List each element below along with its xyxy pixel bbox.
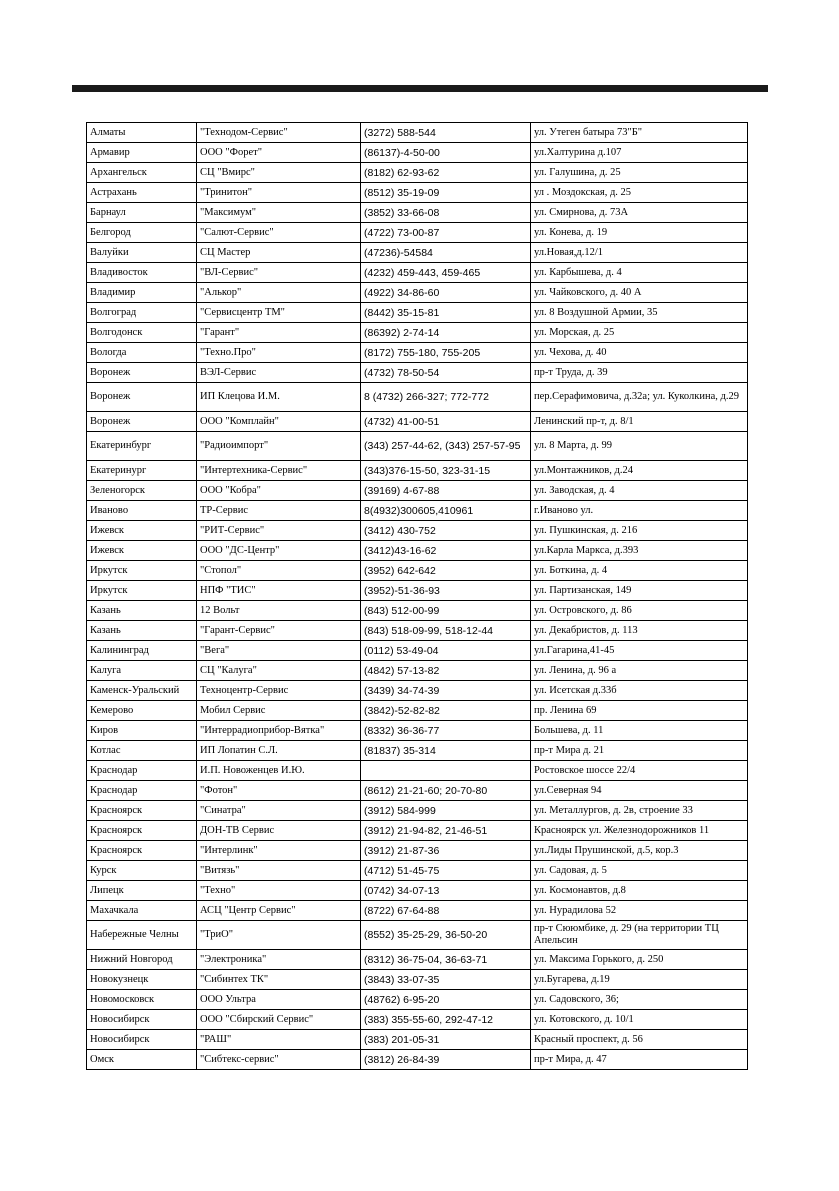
- company-cell: Мобил Сервис: [197, 701, 361, 721]
- table-row: [87, 223, 748, 243]
- table-row: [87, 521, 748, 541]
- phone-cell: (8512) 35-19-09: [361, 183, 531, 203]
- phone-cell: (4722) 73-00-87: [361, 223, 531, 243]
- city-cell: Каменск-Уральский: [87, 681, 197, 701]
- address-cell: ул. Карбышева, д. 4: [531, 263, 748, 283]
- city-cell: Красноярск: [87, 841, 197, 861]
- phone-cell: (3852) 33-66-08: [361, 203, 531, 223]
- city-cell: Архангельск: [87, 163, 197, 183]
- address-cell: ул. Пушкинская, д. 216: [531, 521, 748, 541]
- phone-cell: (843) 518-09-99, 518-12-44: [361, 621, 531, 641]
- company-cell: ООО "Форет": [197, 143, 361, 163]
- table-row: [87, 303, 748, 323]
- table-row: [87, 950, 748, 970]
- address-cell: ул. Садовского, 36;: [531, 990, 748, 1010]
- city-cell: Кемерово: [87, 701, 197, 721]
- city-cell: Казань: [87, 621, 197, 641]
- company-cell: ТР-Сервис: [197, 501, 361, 521]
- table-row: [87, 243, 748, 263]
- company-cell: "Вега": [197, 641, 361, 661]
- phone-cell: (4732) 41-00-51: [361, 412, 531, 432]
- city-cell: Екатеринург: [87, 461, 197, 481]
- address-cell: ул. Космонавтов, д.8: [531, 881, 748, 901]
- company-cell: ООО "ДС-Центр": [197, 541, 361, 561]
- table-row: [87, 970, 748, 990]
- table-row: [87, 681, 748, 701]
- phone-cell: (4842) 57-13-82: [361, 661, 531, 681]
- address-cell: пр-т Сююмбике, д. 29 (на территории ТЦ Апельсин: [531, 921, 748, 950]
- address-cell: ул. Исетская д.33б: [531, 681, 748, 701]
- phone-cell: (3412) 430-752: [361, 521, 531, 541]
- phone-cell: (3272) 588-544: [361, 123, 531, 143]
- phone-cell: (47236)-54584: [361, 243, 531, 263]
- address-cell: ул. Островского, д. 86: [531, 601, 748, 621]
- table-row: [87, 990, 748, 1010]
- city-cell: Белгород: [87, 223, 197, 243]
- address-cell: ул.Лиды Прушинской, д.5, кор.3: [531, 841, 748, 861]
- address-cell: ул. Боткина, д. 4: [531, 561, 748, 581]
- city-cell: Нижний Новгород: [87, 950, 197, 970]
- phone-cell: (843) 512-00-99: [361, 601, 531, 621]
- table-row: [87, 283, 748, 303]
- table-row: [87, 412, 748, 432]
- city-cell: Киров: [87, 721, 197, 741]
- address-cell: ул . Моздокская, д. 25: [531, 183, 748, 203]
- city-cell: Владивосток: [87, 263, 197, 283]
- table-row: [87, 841, 748, 861]
- city-cell: Алматы: [87, 123, 197, 143]
- city-cell: Воронеж: [87, 363, 197, 383]
- company-cell: ВЭЛ-Сервис: [197, 363, 361, 383]
- company-cell: "Электроника": [197, 950, 361, 970]
- city-cell: Волгодонск: [87, 323, 197, 343]
- city-cell: Липецк: [87, 881, 197, 901]
- phone-cell: (383) 355-55-60, 292-47-12: [361, 1010, 531, 1030]
- address-cell: ул. Галушина, д. 25: [531, 163, 748, 183]
- phone-cell: (8312) 36-75-04, 36-63-71: [361, 950, 531, 970]
- phone-cell: (3952) 642-642: [361, 561, 531, 581]
- company-cell: Техноцентр-Сервис: [197, 681, 361, 701]
- city-cell: Омск: [87, 1050, 197, 1070]
- address-cell: ул. Морская, д. 25: [531, 323, 748, 343]
- table-row: [87, 363, 748, 383]
- city-cell: Краснодар: [87, 781, 197, 801]
- phone-cell: (4732) 78-50-54: [361, 363, 531, 383]
- address-cell: пр-т Мира, д. 47: [531, 1050, 748, 1070]
- phone-cell: 8(4932)300605,410961: [361, 501, 531, 521]
- city-cell: Калининград: [87, 641, 197, 661]
- city-cell: Новосибирск: [87, 1010, 197, 1030]
- table-row: [87, 781, 748, 801]
- company-cell: "Витязь": [197, 861, 361, 881]
- company-cell: "Сибинтех ТК": [197, 970, 361, 990]
- company-cell: "ТриО": [197, 921, 361, 950]
- address-cell: ул.Карла Маркса, д.393: [531, 541, 748, 561]
- city-cell: Ижевск: [87, 541, 197, 561]
- phone-cell: (8722) 67-64-88: [361, 901, 531, 921]
- company-cell: "Радиоимпорт": [197, 432, 361, 461]
- phone-cell: (4712) 51-45-75: [361, 861, 531, 881]
- city-cell: Новосибирск: [87, 1030, 197, 1050]
- table-row: [87, 183, 748, 203]
- table-row: [87, 343, 748, 363]
- phone-cell: (3412)43-16-62: [361, 541, 531, 561]
- company-cell: "Интерлинк": [197, 841, 361, 861]
- address-cell: ул. Максима Горького, д. 250: [531, 950, 748, 970]
- address-cell: ул. Садовая, д. 5: [531, 861, 748, 881]
- address-cell: ул. Ленина, д. 96 а: [531, 661, 748, 681]
- phone-cell: (3912) 584-999: [361, 801, 531, 821]
- company-cell: ДОН-ТВ Сервис: [197, 821, 361, 841]
- phone-cell: (0742) 34-07-13: [361, 881, 531, 901]
- address-cell: ул.Новая,д.12/1: [531, 243, 748, 263]
- table-row: [87, 323, 748, 343]
- company-cell: ООО "Сбирский Сервис": [197, 1010, 361, 1030]
- table-row: [87, 901, 748, 921]
- company-cell: АСЦ "Центр Сервис": [197, 901, 361, 921]
- city-cell: Иркутск: [87, 561, 197, 581]
- phone-cell: (81837) 35-314: [361, 741, 531, 761]
- service-centers-table: [86, 122, 748, 1070]
- company-cell: СЦ "Калуга": [197, 661, 361, 681]
- phone-cell: (3842)-52-82-82: [361, 701, 531, 721]
- company-cell: "РАШ": [197, 1030, 361, 1050]
- address-cell: пр-т Мира д. 21: [531, 741, 748, 761]
- city-cell: Краснодар: [87, 761, 197, 781]
- table-row: [87, 501, 748, 521]
- table-row: [87, 801, 748, 821]
- company-cell: "РИТ-Сервис": [197, 521, 361, 541]
- address-cell: Красноярск ул. Железнодорожников 11: [531, 821, 748, 841]
- city-cell: Воронеж: [87, 383, 197, 412]
- company-cell: ИП Клецова И.М.: [197, 383, 361, 412]
- city-cell: Набережные Челны: [87, 921, 197, 950]
- phone-cell: (3439) 34-74-39: [361, 681, 531, 701]
- table-row: [87, 461, 748, 481]
- company-cell: "ВЛ-Сервис": [197, 263, 361, 283]
- address-cell: ул.Северная 94: [531, 781, 748, 801]
- company-cell: ООО "Комплайн": [197, 412, 361, 432]
- company-cell: 12 Вольт: [197, 601, 361, 621]
- company-cell: "Техно.Про": [197, 343, 361, 363]
- city-cell: Волгоград: [87, 303, 197, 323]
- table-row: [87, 581, 748, 601]
- company-cell: "Стопол": [197, 561, 361, 581]
- table-row: [87, 123, 748, 143]
- city-cell: Иваново: [87, 501, 197, 521]
- phone-cell: (8612) 21-21-60; 20-70-80: [361, 781, 531, 801]
- company-cell: СЦ "Вмирс": [197, 163, 361, 183]
- city-cell: Иркутск: [87, 581, 197, 601]
- company-cell: "Тринитон": [197, 183, 361, 203]
- table-row: [87, 1010, 748, 1030]
- company-cell: НПФ "ТИС": [197, 581, 361, 601]
- table-row: [87, 821, 748, 841]
- city-cell: Владимир: [87, 283, 197, 303]
- city-cell: Армавир: [87, 143, 197, 163]
- phone-cell: (3843) 33-07-35: [361, 970, 531, 990]
- city-cell: Екатеринбург: [87, 432, 197, 461]
- table-row: [87, 432, 748, 461]
- company-cell: "Салют-Сервис": [197, 223, 361, 243]
- company-cell: "Фотон": [197, 781, 361, 801]
- address-cell: Ростовское шоссе 22/4: [531, 761, 748, 781]
- phone-cell: (383) 201-05-31: [361, 1030, 531, 1050]
- address-cell: ул. Конева, д. 19: [531, 223, 748, 243]
- table-row: [87, 1050, 748, 1070]
- address-cell: ул. Партизанская, 149: [531, 581, 748, 601]
- table-row: [87, 661, 748, 681]
- table-row: [87, 721, 748, 741]
- company-cell: "Интертехника-Сервис": [197, 461, 361, 481]
- phone-cell: (8172) 755-180, 755-205: [361, 343, 531, 363]
- city-cell: Калуга: [87, 661, 197, 681]
- phone-cell: (343)376-15-50, 323-31-15: [361, 461, 531, 481]
- table-row: [87, 701, 748, 721]
- company-cell: ООО Ультра: [197, 990, 361, 1010]
- address-cell: ул. Чайковского, д. 40 А: [531, 283, 748, 303]
- phone-cell: [361, 761, 531, 781]
- address-cell: ул. Котовского, д. 10/1: [531, 1010, 748, 1030]
- phone-cell: (86392) 2-74-14: [361, 323, 531, 343]
- address-cell: ул. Утеген батыра 73"Б": [531, 123, 748, 143]
- city-cell: Вологда: [87, 343, 197, 363]
- address-cell: ул. Металлургов, д. 2в, строение 33: [531, 801, 748, 821]
- company-cell: ИП Лопатин С.Л.: [197, 741, 361, 761]
- table-row: [87, 861, 748, 881]
- company-cell: "Алькор": [197, 283, 361, 303]
- company-cell: "Интеррадиоприбор-Вятка": [197, 721, 361, 741]
- phone-cell: (86137)-4-50-00: [361, 143, 531, 163]
- city-cell: Новокузнецк: [87, 970, 197, 990]
- header-rule: [72, 85, 768, 92]
- city-cell: Красноярск: [87, 801, 197, 821]
- address-cell: пр. Ленина 69: [531, 701, 748, 721]
- city-cell: Астрахань: [87, 183, 197, 203]
- company-cell: "Максимум": [197, 203, 361, 223]
- address-cell: ул. Нурадилова 52: [531, 901, 748, 921]
- address-cell: ул. Чехова, д. 40: [531, 343, 748, 363]
- company-cell: "Синатра": [197, 801, 361, 821]
- address-cell: пр-т Труда, д. 39: [531, 363, 748, 383]
- table-row: [87, 383, 748, 412]
- table-row: [87, 481, 748, 501]
- city-cell: Красноярск: [87, 821, 197, 841]
- address-cell: г.Иваново ул.: [531, 501, 748, 521]
- phone-cell: (0112) 53-49-04: [361, 641, 531, 661]
- city-cell: Зеленогорск: [87, 481, 197, 501]
- address-cell: ул.Гагарина,41-45: [531, 641, 748, 661]
- phone-cell: (39169) 4-67-88: [361, 481, 531, 501]
- phone-cell: (8552) 35-25-29, 36-50-20: [361, 921, 531, 950]
- table-row: [87, 203, 748, 223]
- city-cell: Котлас: [87, 741, 197, 761]
- company-cell: ООО "Кобра": [197, 481, 361, 501]
- address-cell: ул. Смирнова, д. 73А: [531, 203, 748, 223]
- city-cell: Новомосковск: [87, 990, 197, 1010]
- address-cell: ул.Бугарева, д.19: [531, 970, 748, 990]
- phone-cell: (8442) 35-15-81: [361, 303, 531, 323]
- table-row: [87, 541, 748, 561]
- address-cell: ул. Декабристов, д. 113: [531, 621, 748, 641]
- table-row: [87, 761, 748, 781]
- phone-cell: (343) 257-44-62, (343) 257-57-95: [361, 432, 531, 461]
- address-cell: ул. Заводская, д. 4: [531, 481, 748, 501]
- city-cell: Воронеж: [87, 412, 197, 432]
- table-row: [87, 143, 748, 163]
- address-cell: ул.Монтажников, д.24: [531, 461, 748, 481]
- address-cell: Большева, д. 11: [531, 721, 748, 741]
- phone-cell: (3912) 21-87-36: [361, 841, 531, 861]
- company-cell: "Техно": [197, 881, 361, 901]
- city-cell: Казань: [87, 601, 197, 621]
- address-cell: ул. 8 Воздушной Армии, 35: [531, 303, 748, 323]
- phone-cell: (3912) 21-94-82, 21-46-51: [361, 821, 531, 841]
- phone-cell: (4232) 459-443, 459-465: [361, 263, 531, 283]
- company-cell: "Гарант": [197, 323, 361, 343]
- phone-cell: (4922) 34-86-60: [361, 283, 531, 303]
- city-cell: Курск: [87, 861, 197, 881]
- table-row: [87, 921, 748, 950]
- company-cell: "Сервисцентр ТМ": [197, 303, 361, 323]
- table-row: [87, 263, 748, 283]
- company-cell: "Сибтекс-сервис": [197, 1050, 361, 1070]
- table-row: [87, 163, 748, 183]
- company-cell: СЦ Мастер: [197, 243, 361, 263]
- address-cell: пер.Серафимовича, д.32а; ул. Куколкина, д.29: [531, 383, 748, 412]
- phone-cell: 8 (4732) 266-327; 772-772: [361, 383, 531, 412]
- address-cell: ул. 8 Марта, д. 99: [531, 432, 748, 461]
- table-row: [87, 641, 748, 661]
- table-row: [87, 601, 748, 621]
- city-cell: Барнаул: [87, 203, 197, 223]
- phone-cell: (48762) 6-95-20: [361, 990, 531, 1010]
- phone-cell: (3812) 26-84-39: [361, 1050, 531, 1070]
- city-cell: Валуйки: [87, 243, 197, 263]
- service-centers-body: [87, 123, 748, 1070]
- table-row: [87, 1030, 748, 1050]
- company-cell: И.П. Новоженцев И.Ю.: [197, 761, 361, 781]
- address-cell: Ленинский пр-т, д. 8/1: [531, 412, 748, 432]
- company-cell: "Гарант-Сервис": [197, 621, 361, 641]
- table-row: [87, 561, 748, 581]
- phone-cell: (3952)-51-36-93: [361, 581, 531, 601]
- address-cell: ул.Халтурина д.107: [531, 143, 748, 163]
- city-cell: Махачкала: [87, 901, 197, 921]
- phone-cell: (8332) 36-36-77: [361, 721, 531, 741]
- phone-cell: (8182) 62-93-62: [361, 163, 531, 183]
- table-row: [87, 741, 748, 761]
- city-cell: Ижевск: [87, 521, 197, 541]
- company-cell: "Технодом-Сервис": [197, 123, 361, 143]
- table-row: [87, 621, 748, 641]
- table-row: [87, 881, 748, 901]
- address-cell: Красный проспект, д. 56: [531, 1030, 748, 1050]
